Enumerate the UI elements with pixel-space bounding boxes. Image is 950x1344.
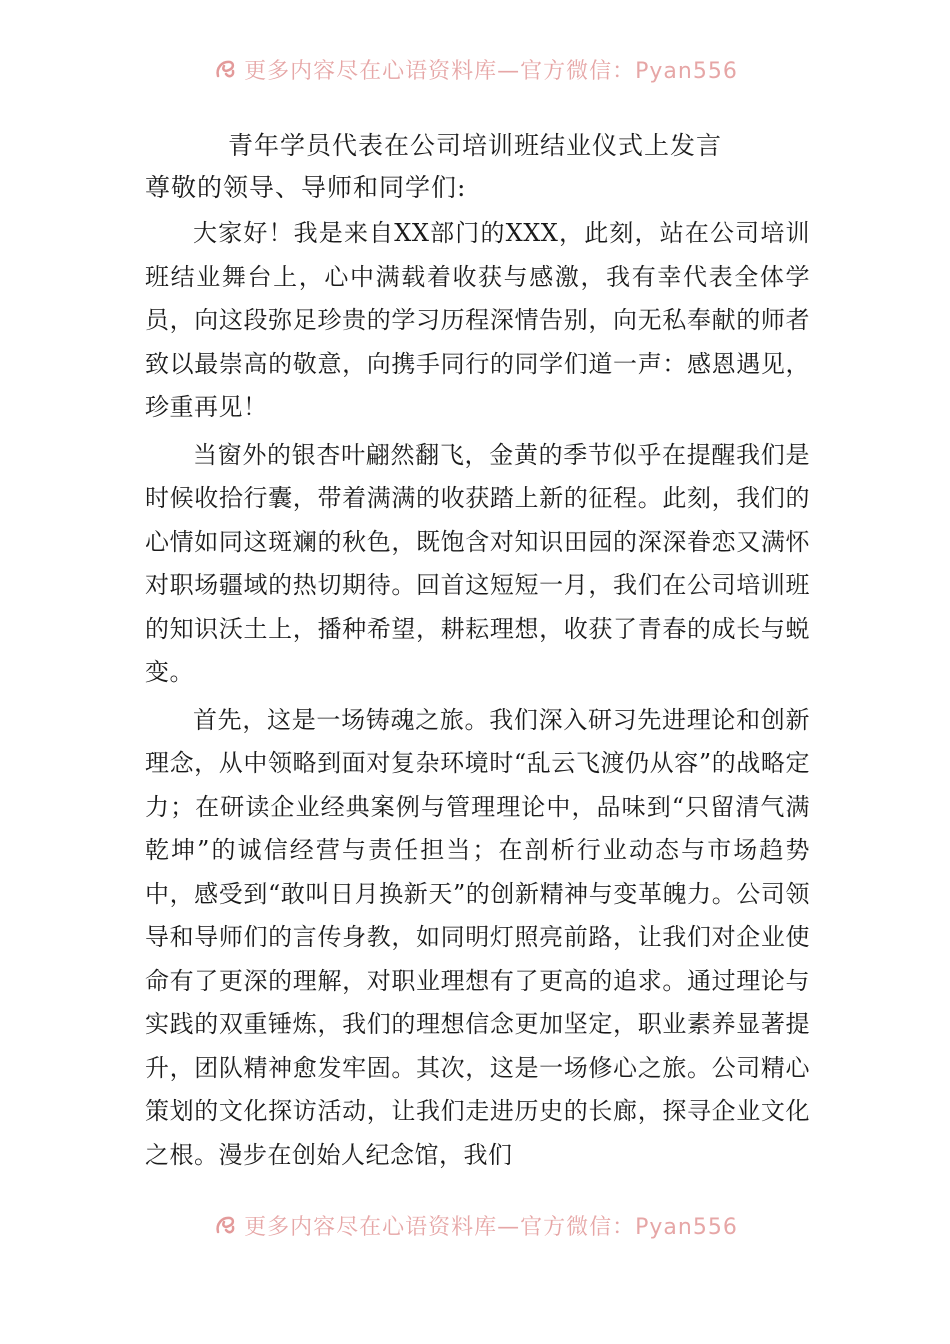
watermark-text: 更多内容尽在心语资料库—官方微信：Pyan556 [244, 58, 738, 84]
watermark-text: 更多内容尽在心语资料库—官方微信：Pyan556 [244, 1214, 738, 1240]
header-watermark [0, 52, 950, 86]
paragraph: 大家好！我是来自XX部门的XXX，此刻，站在公司培训班结业舞台上，心中满载着收获与感激，我有幸代表全体学员，向这段弥足珍贵的学习历程深情告别，向无私奉献的师者致以最崇高的敬意，向携手同行的同学们道一声：感恩遇见，珍重再见！ [145, 219, 810, 421]
footer-watermark [0, 1208, 950, 1242]
paragraph: 当窗外的银杏叶翩然翻飞，金黄的季节似乎在提醒我们是时候收拾行囊，带着满满的收获踏上新的征程。此刻，我们的心情如同这斑斓的秋色，既饱含对知识田园的深深眷恋又满怀对职场疆域的热切期待。回首这短短一月，我们在公司培训班的知识沃土上，播种希望，耕耘理想，收获了青春的成长与蜕变。 [145, 440, 810, 686]
document-body [145, 212, 810, 1181]
document-title: 青年学员代表在公司培训班结业仪式上发言 [227, 131, 722, 160]
paragraph: 首先，这是一场铸魂之旅。我们深入研习先进理论和创新理念，从中领略到面对复杂环境时“乱云飞渡仍从容”的战略定力；在研读企业经典案例与管理理论中，品味到“只留清气满乾坤”的诚信经营与责任担当；在剖析行业动态与市场趋势中，感受到“敢叫日月换新天”的创新精神与变革魄力。公司领导和导师们的言传身教，如同明灯照亮前路，让我们对企业使命有了更深的理解，对职业理想有了更高的追求。通过理论与实践的双重锤炼，我们的理想信念更加坚定，职业素养显著提升，团队精神愈发牢固。其次，这是一场修心之旅。公司精心策划的文化探访活动，让我们走进历史的长廊，探寻企业文化之根。漫步在创始人纪念馆，我们 [145, 705, 810, 1169]
salutation: 尊敬的领导、导师和同学们: [145, 173, 467, 202]
watermark-logo-icon [212, 1212, 238, 1238]
watermark-logo-icon [212, 56, 238, 82]
